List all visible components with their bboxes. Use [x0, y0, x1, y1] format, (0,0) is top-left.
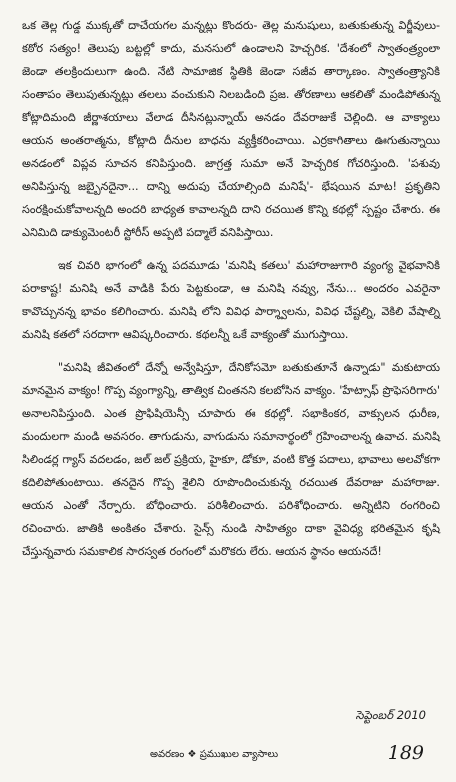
paragraph-2: ఇక చివరి భాగంలో ఉన్న పదమూడు 'మనిషి కతలు' మహారాజుగారి వ్యంగ్య వైభవానికి పరాకాష్ట! మనిషి అనే వాడికి పేరు పెట్టకుండా, ఆ మనిషి నవ్వు, నేను... అందరం ఎవరైనా కావొచ్చునన్న భావం కలిగించారు. మనిషి లోని వివిధ పార్శ్వాలను, వివిధ చేష్టల్ని, వెకిలి వేషాల్ని మనిషి కతలో సరదాగా ఆవిష్కరించారు. కథలన్నీ ఒకే వాక్యంతో ముగుస్తాయి.	[22, 259, 440, 341]
page-footer	[0, 744, 456, 774]
date-line: సెప్టెంబర్ 2010	[355, 708, 426, 722]
paragraph-1: ఒక తెల్ల గుడ్డ ముక్కతో దాచేయగల మన్నట్లు కొందరు- తెల్ల మనుషులు, బతుకుతున్న విర్జీవులు- కఠోర సత్యం! తెలుపు బట్టల్లో కాదు, మనసులో ఉండాలని హెచ్చరిక. 'దేశంలో స్వాతంత్ర్యంలా జెండా తలక్రిందులుగా ఉంది. నేటి సామాజిక స్థితికి జెండా సజీవ తార్కాణం. స్వాతంత్ర్యానికి సంతాపం తెలుపుతున్నట్లు తలలు వంచుకుని నిలబడింది ప్రజ. తోరణాలు ఆకలితో మండిపోతున్న కోట్లాదిమంది జీర్ణాశయాలు వేలాడ దీసినట్లున్నాయ్ అనడం దేవరాజుకే చెల్లింది. ఆ వాక్యాలు ఆయన అంతరాత్మను, కోట్లాది దీనుల బాధను వ్యక్తీకరించాయి. ఎర్రకాగితాలు ఊగుతున్నాయి అనడంలో విప్లవ సూచన కనిపిస్తుంది. జాగ్రత్త సుమా అనే హెచ్చరిక గోచరిస్తుంది. 'పశువు అనిపిస్తున్న జబ్బైనదైనా... దాన్ని అదుపు చేయాల్సింది మనిషే'- భేషయిన మాట! ప్రకృతిని సంరక్షించుకోవాలన్నది అందరి బాధ్యత కావాలన్నది దాని రచయిత కొన్ని కథల్లో స్పష్టం చేశారు. ఈ ఎనిమిది డాక్యుమెంటరీ స్టోరీస్ అప్పటి పద్మాలే వనిపిస్తాయి.	[22, 19, 440, 239]
paragraph-3: "మనిషి జీవితంలో దేన్నో అన్వేషిస్తూ, దేనికోసమో బతుకుతూనే ఉన్నాడు" మకుటాయ మానమైన వాక్యం! గొప్ప వ్యంగ్యాన్ని, తాత్విక చింతనని కలబోసిన వాక్యం. 'హేట్సాఫ్ ప్రొఫెసరిగారు' అనాలనిపిస్తుంది. ఎంత ప్రొఫిషియెన్సీ చూపారు ఈ కథల్లో. సభాకింకర, వాక్సులన ధురీణ, మందులగా మండి అవసరం. తాగుడును, వాగుడును సమానార్థంలో గ్రహించాలన్న ఉవాచ. మనిషి సిలిండర్ల గ్యాస్ వదలడం, జల్ జల్ ప్రక్రియ, హైకూ, డోకూ, వంటి కొత్త పదాలు, భావాలు అలవోకగా కదిలిపోతుంటాయి. తనదైన గొప్ప శైలిని రూపొందించుకున్న రచయిత దేవరాజు మహారాజు. ఆయన ఎంతో నేర్పారు. బోధించారు. పరిశీలించారు. పరిశోధించారు. అన్నిటిని రంగరించి రచించారు. జాతికి అంకితం చేశారు. సైన్స్ నుండి సాహిత్యం దాకా వైవిధ్య భరితమైన కృషి చేస్తున్నవారు సమకాలిక సారస్వత రంగంలో మరొకరు లేరు. ఆయన స్థానం ఆయనదే!	[22, 361, 440, 558]
body-text	[22, 14, 440, 563]
running-head: అవరణం ❖ ప్రముఖుల వ్యాసాలు	[150, 749, 279, 760]
page-number: 189	[387, 742, 424, 764]
